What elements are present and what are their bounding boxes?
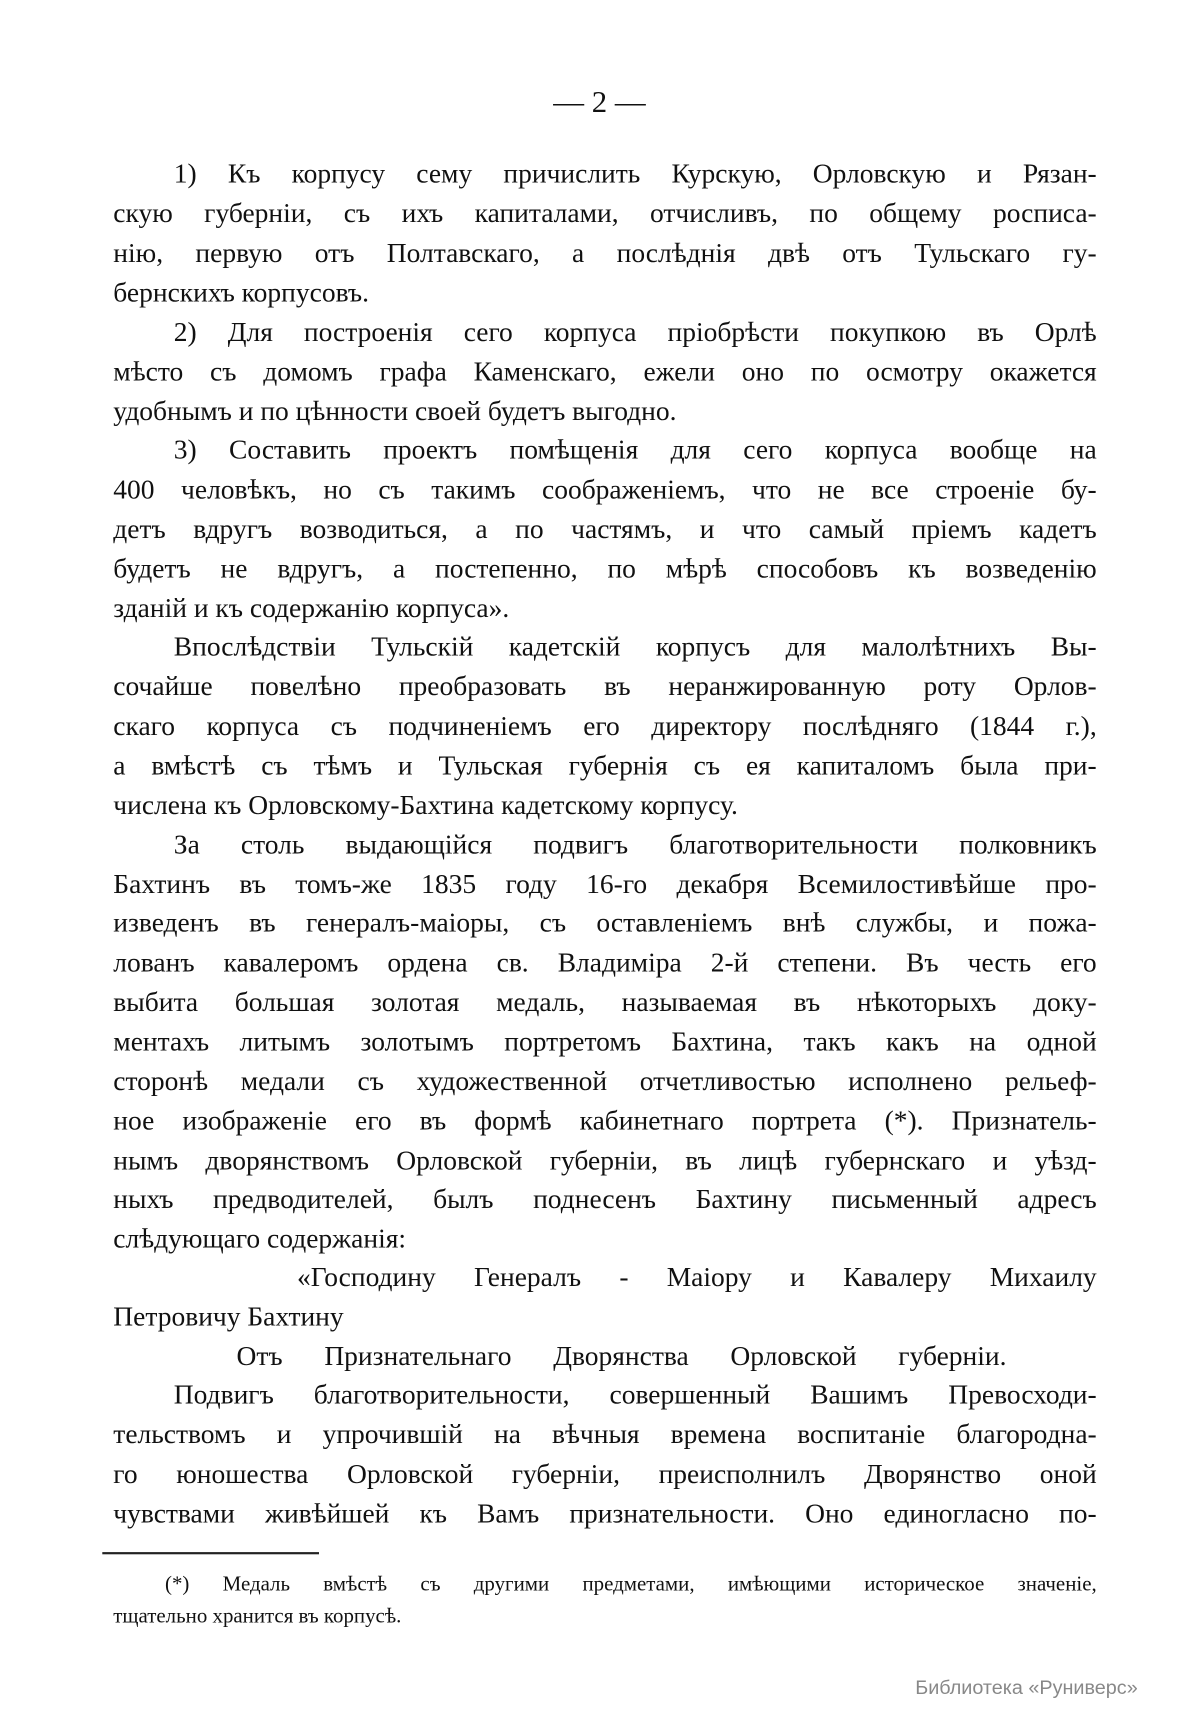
text-line: ментахъ литымъ золотымъ портретомъ Бахтина, такъ какъ на одной [113,1027,1097,1058]
text-line: мѣсто съ домомъ графа Каменскаго, ежели оно по осмотру окажется [113,357,1097,388]
text-line: а вмѣстѣ съ тѣмъ и Тульская губернія съ ея капиталомъ была при- [113,751,1097,781]
text-line: скую губерніи, съ ихъ капиталами, отчисливъ, по общему росписа- [113,199,1097,229]
text-line: 3) Составить проектъ помѣщенія для сего корпуса вообще на [173,435,1097,466]
text-line: слѣдующаго содержанія: [113,1224,407,1254]
footnote-line: тщательно хранится въ корпусѣ. [113,1604,402,1628]
text-line: нію, первую отъ Полтавскаго, а послѣднія двѣ отъ Тульскаго гу- [113,238,1097,269]
text-line: 400 человѣкъ, но съ такимъ соображеніемъ, что не все строеніе бу- [113,475,1097,505]
text-line: Петровичу Бахтину [113,1302,344,1333]
text-line: го юношества Орловской губерніи, преисполнилъ Дворянство оной [113,1459,1097,1490]
text-line: будетъ не вдругъ, а постепенно, по мѣрѣ способовъ къ возведенію [113,554,1097,585]
text-line: Бахтинъ въ томъ-же 1835 году 16-го декабря Всемилостивѣйше про- [113,870,1097,900]
text-line: ное изображеніе его въ формѣ кабинетнаго портрета (*). Признатель- [113,1106,1097,1137]
text-line: числена къ Орловскому-Бахтина кадетскому корпусу. [113,790,738,821]
text-line: бернскихъ корпусовъ. [113,278,369,308]
text-line: тельствомъ и упрочившій на вѣчныя времена воспитаніе благородна- [113,1420,1097,1450]
text-line: изведенъ въ генералъ-маіоры, съ оставленіемъ внѣ службы, и пожа- [113,908,1097,939]
footnote-rule [102,1552,319,1554]
text-line: сторонѣ медали съ художественной отчетливостью исполнено рельеф- [113,1067,1097,1097]
text-line: Отъ Признательнаго Дворянства Орловской губерніи. [236,1342,1007,1372]
footnote-line: (*) Медаль вмѣстѣ съ другими предметами, имѣющими историческое значеніе, [165,1573,1097,1597]
text-line: зданій и къ содержанію корпуса». [113,594,510,624]
text-line: За столь выдающійся подвигъ благотворительности полковникъ [173,830,1097,861]
text-line: 2) Для построенія сего корпуса пріобрѣсти покупкою въ Орлѣ [173,317,1097,348]
library-watermark: Библиотека «Руниверс» [915,1676,1138,1699]
text-line: детъ вдругъ возводиться, а по частямъ, и что самый пріемъ кадетъ [113,514,1097,545]
text-line: удобнымъ и по цѣнности своей будетъ выгодно. [113,397,677,427]
text-line: сочайше повелѣно преобразовать въ неранжированную роту Орлов- [113,672,1097,702]
text-line: лованъ кавалеромъ ордена св. Владиміра 2-й степени. Въ честь его [113,948,1097,978]
text-line: выбита большая золотая медаль, называемая въ нѣкоторыхъ доку- [113,987,1097,1018]
text-line: чувствами живѣйшей къ Вамъ признательности. Оно единогласно по- [113,1499,1097,1529]
text-line: Впослѣдствіи Тульскій кадетскій корпусъ для малолѣтнихъ Вы- [173,632,1097,663]
text-line: скаго корпуса съ подчиненіемъ его директору послѣдняго (1844 г.), [113,711,1097,742]
text-line: 1) Къ корпусу сему причислить Курскую, Орловскую и Рязан- [173,159,1097,190]
page-number: — 2 — [553,85,646,120]
text-line: Подвигъ благотворительности, совершенный Вашимъ Превосходи- [173,1380,1097,1411]
text-line: «Господину Генералъ - Маіору и Кавалеру Михаилу [297,1262,1097,1293]
text-line: ныхъ предводителей, былъ поднесенъ Бахтину письменный адресъ [113,1184,1097,1215]
text-line: нымъ дворянствомъ Орловской губерніи, въ лицѣ губернскаго и уѣзд- [113,1146,1097,1176]
